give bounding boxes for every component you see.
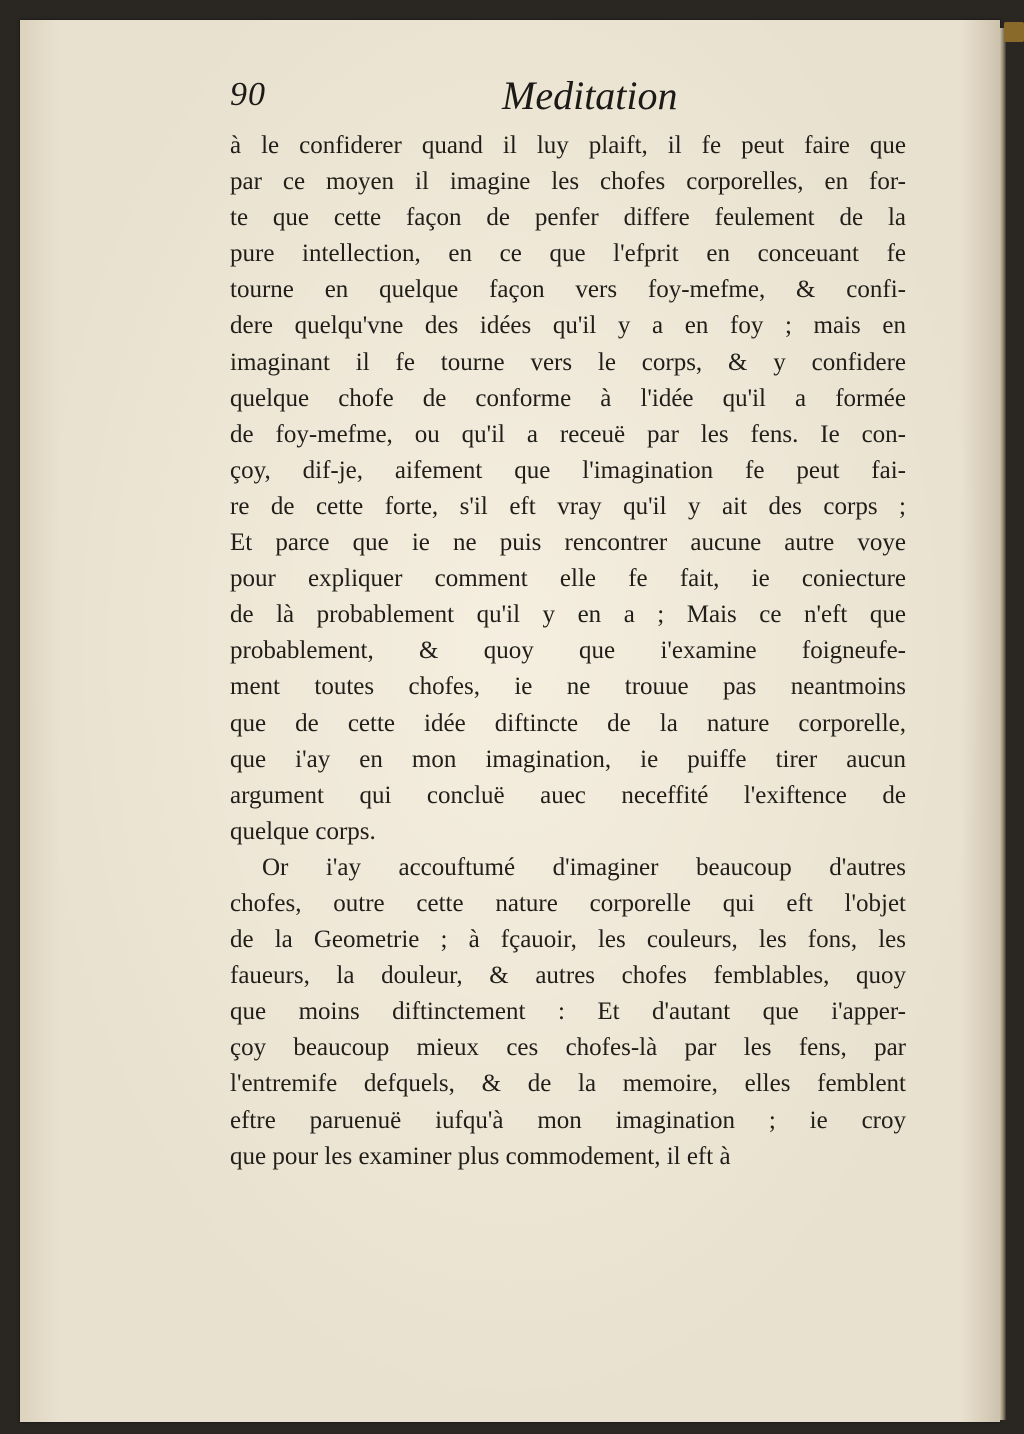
page-number: 90 (230, 76, 266, 113)
text-line: probablement, & quoy que i'examine foigneufe- (230, 637, 906, 665)
text-line: par ce moyen il imagine les chofes corporelles, en for- (230, 168, 906, 196)
body-text (230, 128, 906, 1175)
text-line: de foy-mefme, ou qu'il a receuë par les fens. Ie con- (230, 420, 906, 448)
text-line: quelque chofe de conforme à l'idée qu'il a formée (230, 384, 906, 412)
text-line: pour expliquer comment elle fe fait, ie coniecture (230, 565, 906, 593)
text-line: chofes, outre cette nature corporelle qui eft l'objet (230, 889, 906, 917)
text-line: argument qui concluë auec neceffité l'exiftence de (230, 781, 906, 809)
text-line: que pour les examiner plus commodement, il eft à (230, 1142, 731, 1170)
text-line: re de cette forte, s'il eft vray qu'il y ait des corps ; (230, 492, 906, 520)
text-line: pure intellection, en ce que l'efprit en conceuant fe (230, 240, 906, 268)
text-line: Or i'ay accouftumé d'imaginer beaucoup d'autres (262, 853, 906, 881)
text-line: que de cette idée diftincte de la nature corporelle, (230, 709, 906, 737)
text-line: Et parce que ie ne puis rencontrer aucune autre voye (230, 529, 906, 557)
text-line: ment toutes chofes, ie ne trouue pas neantmoins (230, 673, 906, 701)
running-title: Meditation (502, 73, 678, 118)
text-line: te que cette façon de penfer differe feulement de la (230, 204, 906, 232)
text-line: tourne en quelque façon vers foy-mefme, & confi- (230, 276, 906, 304)
text-line: que i'ay en mon imagination, ie puiffe tirer aucun (230, 745, 906, 773)
text-line: de la Geometrie ; à fçauoir, les couleurs, les fons, les (230, 926, 906, 954)
text-line: çoy, dif-je, aifement que l'imagination fe peut fai- (230, 456, 906, 484)
page-edge (1000, 28, 1006, 1420)
text-line: çoy beaucoup mieux ces chofes-là par les fens, par (230, 1034, 906, 1062)
text-line: eftre paruenuë iufqu'à mon imagination ; ie croy (230, 1106, 906, 1134)
text-line: l'entremife defquels, & de la memoire, elles femblent (230, 1070, 906, 1098)
binding-clasp (1004, 22, 1024, 42)
text-line: imaginant il fe tourne vers le corps, & y confidere (230, 348, 906, 376)
text-line: dere quelqu'vne des idées qu'il y a en foy ; mais en (230, 312, 906, 340)
text-line: de là probablement qu'il y en a ; Mais ce n'eft que (230, 601, 906, 629)
text-line: quelque corps. (230, 817, 376, 845)
text-line: faueurs, la douleur, & autres chofes femblables, quoy (230, 962, 906, 990)
paragraph (230, 850, 906, 1175)
text-line: que moins diftinctement : Et d'autant que i'apper- (230, 998, 906, 1026)
page-header (230, 73, 906, 126)
text-line: à le confiderer quand il luy plaift, il fe peut faire que (230, 132, 906, 159)
paragraph (230, 128, 906, 850)
